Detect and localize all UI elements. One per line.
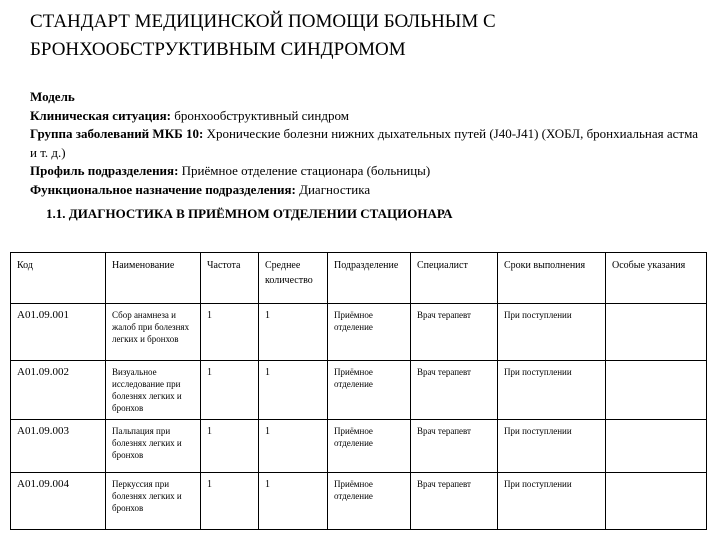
department-cell: Приёмное отделение — [328, 420, 411, 473]
notes-cell — [606, 361, 707, 420]
situation-value: бронхообструктивный синдром — [174, 107, 349, 123]
frequency-cell: 1 — [201, 361, 259, 420]
department-cell: Приёмное отделение — [328, 473, 411, 530]
department-cell: Приёмное отделение — [328, 361, 411, 420]
document-meta — [30, 88, 700, 199]
name-cell: Пальпация при болезнях легких и бронхов — [106, 420, 201, 473]
count-cell: 1 — [259, 304, 328, 361]
function-value: Диагностика — [299, 181, 371, 197]
section-heading: 1.1. ДИАГНОСТИКА В ПРИЁМНОМ ОТДЕЛЕНИИ СТАЦИОНАРА — [46, 206, 453, 221]
header-department: Подразделение — [328, 253, 411, 304]
header-specialist: Специалист — [411, 253, 498, 304]
specialist-cell: Врач терапевт — [411, 361, 498, 420]
code-cell: A01.09.003 — [11, 420, 106, 473]
name-cell: Сбор анамнеза и жалоб при болезнях легких и бронхов — [106, 304, 201, 361]
header-terms: Сроки выполнения — [498, 253, 606, 304]
count-cell: 1 — [259, 473, 328, 530]
department-cell: Приёмное отделение — [328, 304, 411, 361]
profile-label: Профиль подразделения: — [30, 163, 179, 178]
header-average-count: Среднее количество — [259, 253, 328, 304]
notes-cell — [606, 420, 707, 473]
standard-table — [10, 252, 707, 530]
code-cell: A01.09.002 — [11, 361, 106, 420]
term-cell: При поступлении — [498, 361, 606, 420]
frequency-cell: 1 — [201, 304, 259, 361]
term-cell: При поступлении — [498, 420, 606, 473]
count-cell: 1 — [259, 361, 328, 420]
table-row — [11, 304, 707, 361]
table-header-row — [11, 253, 707, 304]
table-row — [11, 420, 707, 473]
name-cell: Перкуссия при болезнях легких и бронхов — [106, 473, 201, 530]
function-label: Функциональное назначение подразделения: — [30, 181, 296, 197]
specialist-cell: Врач терапевт — [411, 420, 498, 473]
group-label: Группа заболеваний МКБ 10: — [30, 126, 204, 141]
frequency-cell: 1 — [201, 473, 259, 530]
code-cell: A01.09.001 — [11, 304, 106, 361]
group-value: Хронические болезни нижних дыхательных путей (J40-J41) (ХОБЛ, бронхиальная астма и т. д.) — [30, 126, 698, 160]
notes-cell — [606, 473, 707, 530]
term-cell: При поступлении — [498, 473, 606, 530]
header-notes: Особые указания — [606, 253, 707, 304]
notes-cell — [606, 304, 707, 361]
name-cell: Визуальное исследование при болезнях легких и бронхов — [106, 361, 201, 420]
term-cell: При поступлении — [498, 304, 606, 361]
header-frequency: Частота — [201, 253, 259, 304]
frequency-cell: 1 — [201, 420, 259, 473]
profile-value: Приёмное отделение стационара (больницы) — [181, 163, 431, 178]
header-name: Наименование — [106, 253, 201, 304]
situation-label: Клиническая ситуация: — [30, 107, 171, 123]
header-code: Код — [11, 253, 106, 304]
specialist-cell: Врач терапевт — [411, 473, 498, 530]
model-label: Модель — [30, 89, 75, 104]
code-cell: A01.09.004 — [11, 473, 106, 530]
table-row — [11, 361, 707, 420]
specialist-cell: Врач терапевт — [411, 304, 498, 361]
table-row — [11, 473, 707, 530]
document-title: СТАНДАРТ МЕДИЦИНСКОЙ ПОМОЩИ БОЛЬНЫМ С БРОНХООБСТРУКТИВНЫМ СИНДРОМОМ — [30, 11, 496, 60]
count-cell: 1 — [259, 420, 328, 473]
